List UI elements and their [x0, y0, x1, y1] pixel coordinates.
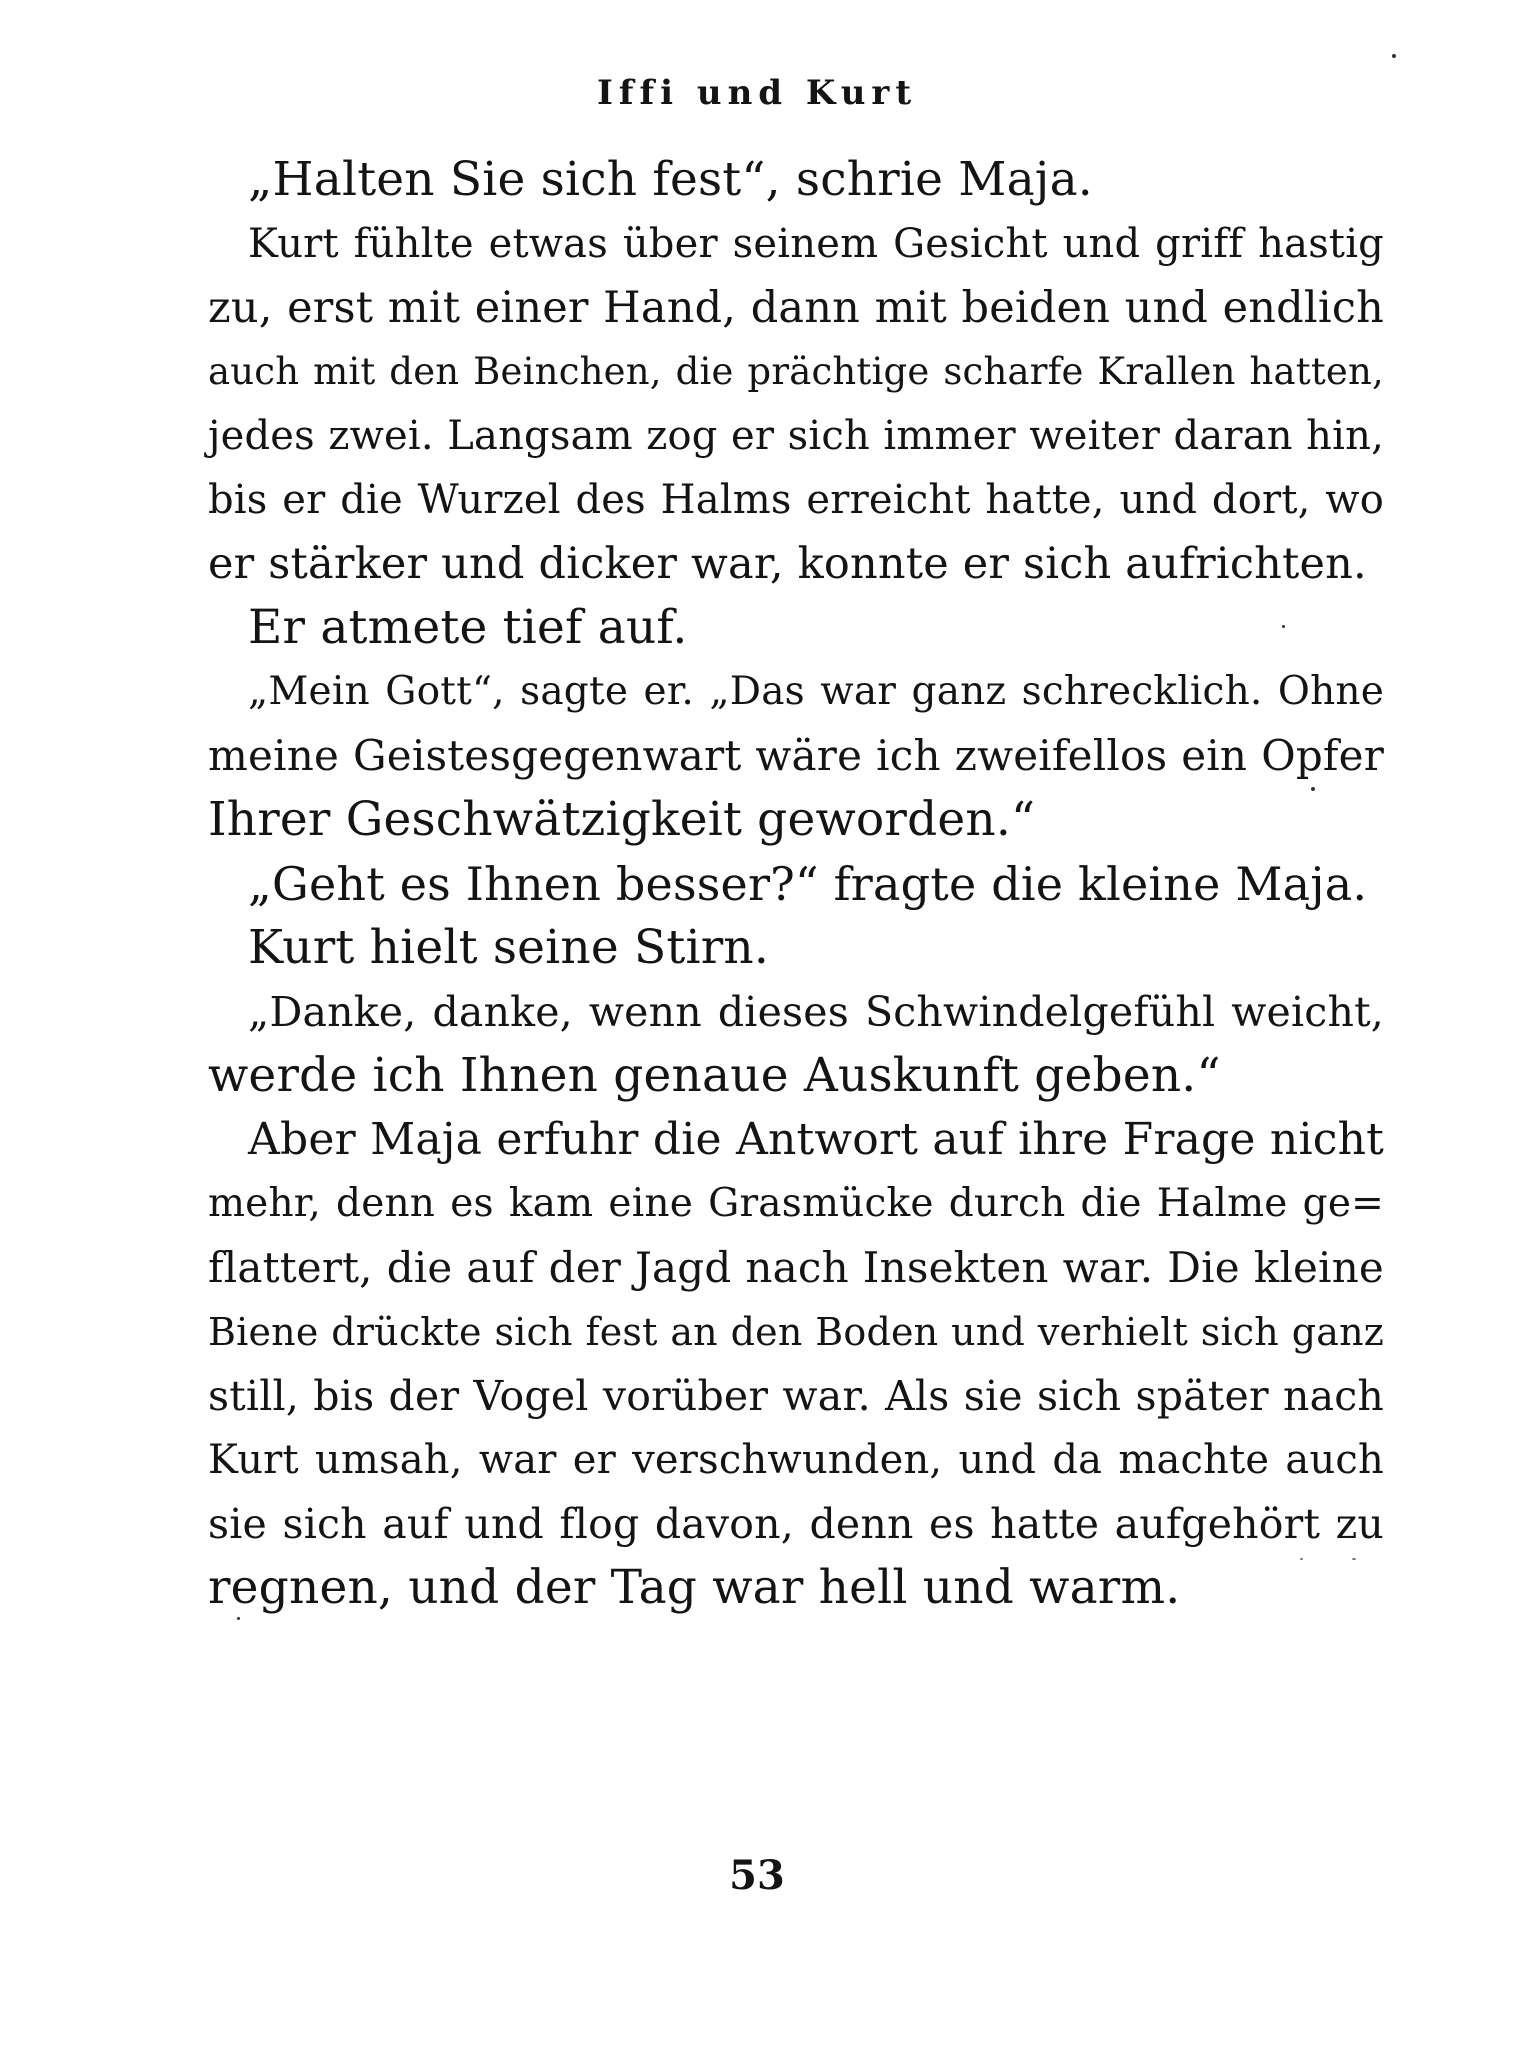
text-line: jedes zwei. Langsam zog er sich immer weiter daran hin,: [208, 413, 1384, 459]
page-number: 53: [729, 1852, 785, 1899]
text-line: Biene drückte sich fest an den Boden und verhielt sich ganz: [208, 1310, 1384, 1354]
text-line: Kurt hielt seine Stirn.: [248, 920, 770, 975]
text-line: er stärker und dicker war, konnte er sich aufrichten.: [208, 539, 1367, 589]
paper-speck: [1352, 1558, 1356, 1560]
text-line: „Halten Sie sich fest“, schrie Maja.: [248, 152, 1093, 207]
text-line: Kurt fühlte etwas über seinem Gesicht und griff hastig: [248, 221, 1384, 267]
text-line: Er atmete tief auf.: [248, 600, 688, 655]
running-head: Iffi und Kurt: [596, 73, 918, 113]
text-line: zu, erst mit einer Hand, dann mit beiden und endlich: [208, 283, 1384, 333]
paper-speck: [1300, 1558, 1303, 1560]
text-line: auch mit den Beinchen, die prächtige scharfe Krallen hatten,: [208, 350, 1384, 393]
paper-speck: [1392, 54, 1396, 58]
text-line: regnen, und der Tag war hell und warm.: [208, 1560, 1181, 1615]
text-line: Aber Maja erfuhr die Antwort auf ihre Frage nicht: [248, 1114, 1384, 1165]
text-line: sie sich auf und flog davon, denn es hatte aufgehört zu: [208, 1500, 1384, 1548]
text-line: Kurt umsah, war er verschwunden, und da machte auch: [208, 1437, 1384, 1483]
paper-speck: [237, 1617, 240, 1620]
text-line: „Mein Gott“, sagte er. „Das war ganz schrecklich. Ohne: [248, 669, 1384, 714]
text-line: mehr, denn es kam eine Grasmücke durch die Halme ge=: [208, 1181, 1384, 1226]
text-line: bis er die Wurzel des Halms erreicht hatte, und dort, wo: [208, 477, 1384, 523]
text-line: still, bis der Vogel vorüber war. Als sie sich später nach: [208, 1372, 1384, 1420]
text-line: flattert, die auf der Jagd nach Insekten war. Die kleine: [208, 1243, 1384, 1292]
text-line: Ihrer Geschwätzigkeit geworden.“: [208, 792, 1036, 847]
paper-speck: [1311, 787, 1315, 791]
text-line: meine Geistesgegenwart wäre ich zweifellos ein Opfer: [208, 731, 1384, 780]
text-line: werde ich Ihnen genaue Auskunft geben.“: [208, 1048, 1221, 1103]
text-line: „Geht es Ihnen besser?“ fragte die kleine Maja.: [248, 857, 1368, 911]
text-line: „Danke, danke, wenn dieses Schwindelgefühl weicht,: [248, 988, 1384, 1036]
paper-speck: [1282, 625, 1285, 628]
